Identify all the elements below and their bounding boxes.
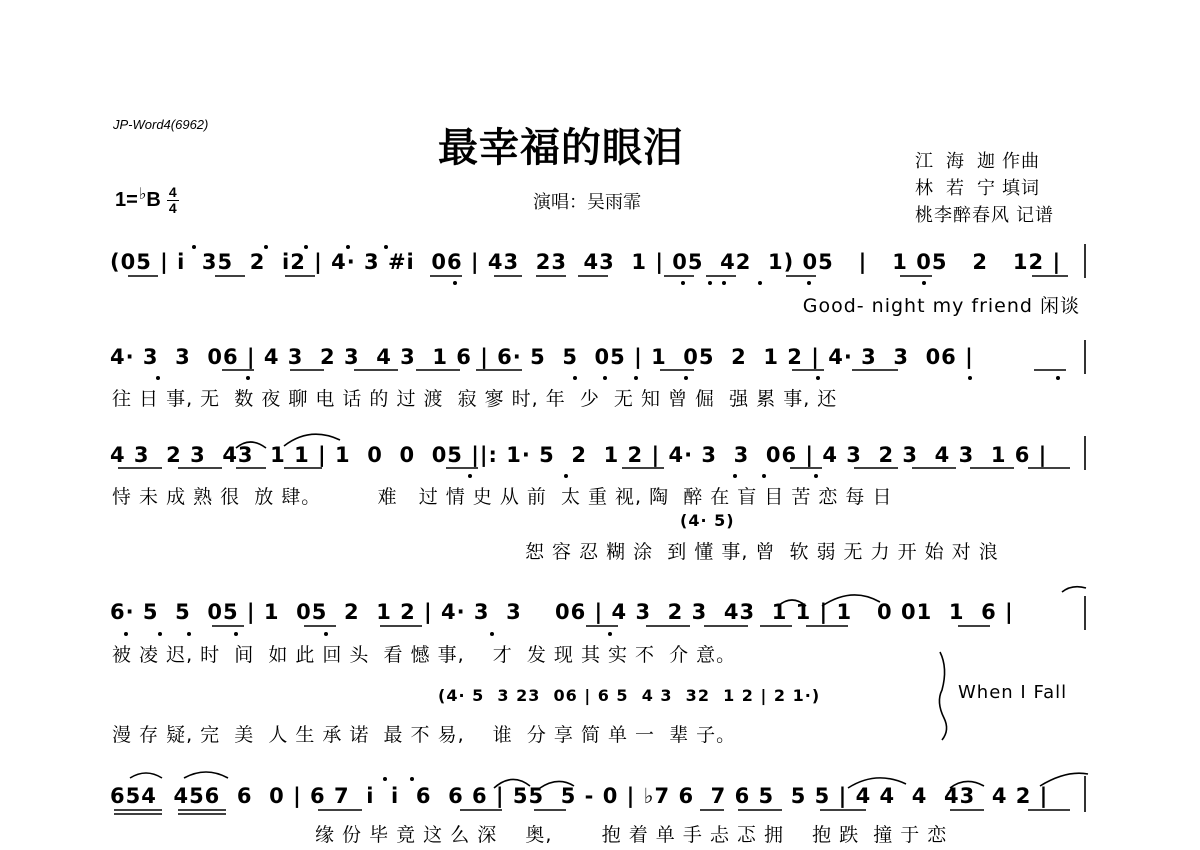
notation-row-2: 4· 3 3 06 | 4 3 2 3 4 3 1 6 | 6· 5 5 05 | 1 05 2 1 2 | 4· 3 3 06 | <box>110 345 974 369</box>
lyric-row-1: Good- night my friend 闲谈 <box>802 295 1080 317</box>
sub-notation-row-3: (4· 5) <box>680 511 735 530</box>
lyric-row-3: 恃 未 成 熟 很 放 肆。 难 过 情 史 从 前 太 重 视, 陶 醉 在 盲 目 苦 恋 每 日 <box>112 486 893 508</box>
notation-row-4: 6· 5 5 05 | 1 05 2 1 2 | 4· 3 3 06 | 4 3 2 3 43 1 1 | 1 0 01 1 6 | <box>110 600 1014 624</box>
notation-row-5: 654 456 6 0 | 6 7 i i 6 6 6 | 55 5 - 0 | ♭7 6 7 6 5 5 5 | 4 4 4 43 4 2 | <box>110 784 1049 808</box>
flat-sign: ♭ <box>138 185 147 203</box>
credits-block <box>915 148 1054 229</box>
lyric-row-2: 往 日 事, 无 数 夜 聊 电 话 的 过 渡 寂 寥 时, 年 少 无 知 曾 倔 强 累 事, 还 <box>112 388 838 410</box>
key-prefix: 1= <box>115 189 138 211</box>
lyricist-credit: 林 若 宁 填词 <box>915 178 1041 198</box>
lyric-row-4-verse-2: 漫 存 疑, 完 美 人 生 承 诺 最 不 易, 谁 分 享 简 单 一 辈 子。 <box>112 724 737 746</box>
sub-notation-row-4: (4· 5 3 23 06 | 6 5 4 3 32 1 2 | 2 1·) <box>438 686 821 705</box>
singer-credit: 演唱：吴雨霏 <box>533 192 641 212</box>
composer-credit: 江 海 迦 作曲 <box>915 151 1041 171</box>
lyric-row-5: 缘 份 毕 竟 这 么 深 奥, 抱 着 单 手 忐 忑 拥 抱 跌 撞 于 恋 <box>315 824 948 846</box>
time-top: 4 <box>168 184 177 200</box>
transcriber-credit: 桃李醉春风 记谱 <box>915 205 1055 225</box>
notation-row-3: 4 3 2 3 43 1 1 | 1 0 0 05 ||: 1· 5 2 1 2 | 4· 3 3 06 | 4 3 2 3 4 3 1 6 | <box>110 443 1048 467</box>
song-title: 最幸福的眼泪 <box>438 125 684 171</box>
software-label: JP-Word4(6962) <box>113 117 209 132</box>
side-lyric-when-i-fall: When I Fall <box>958 682 1068 703</box>
lyric-row-3-verse-2: 恕 容 忍 糊 涂 到 懂 事, 曾 软 弱 无 力 开 始 对 浪 <box>525 541 999 563</box>
time-signature <box>167 186 179 215</box>
key-note: B <box>146 189 161 211</box>
notation-row-1: (05 | i 35 2 i2 | 4· 3 #i 06 | 43 23 43 1 | 05 42 1) 05 | 1 05 2 12 | <box>110 250 1062 274</box>
lyric-row-4: 被 凌 迟, 时 间 如 此 回 头 看 憾 事, 才 发 现 其 实 不 介 意。 <box>112 644 737 666</box>
time-bottom: 4 <box>168 200 177 216</box>
key-signature <box>115 186 179 215</box>
